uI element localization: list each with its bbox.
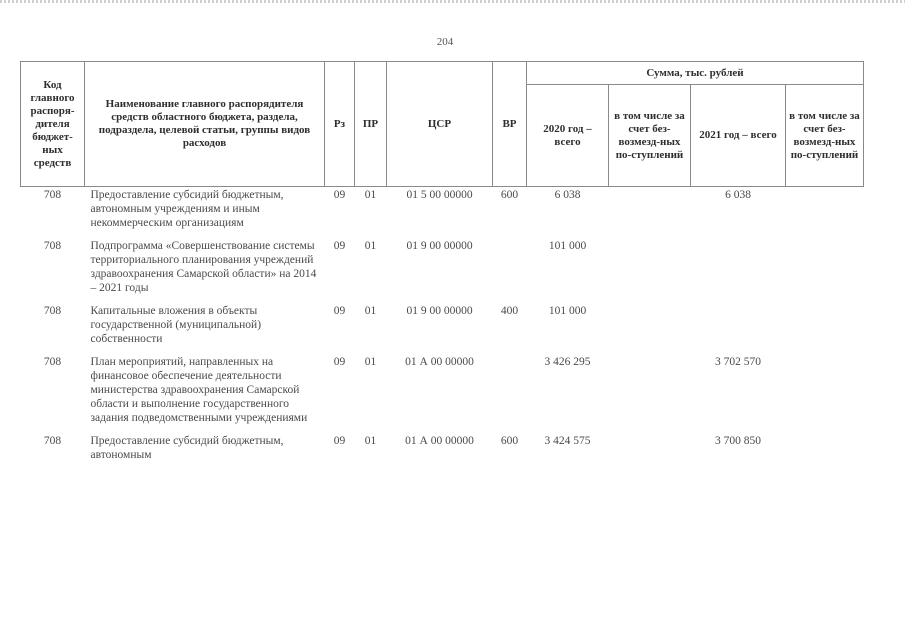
cell-2021-total: 6 038 xyxy=(725,189,751,201)
cell-csr: 01 А 00 00000 xyxy=(405,356,474,368)
header-code: Код главного распоря-дителя бюджет-ных средств xyxy=(21,62,85,187)
header-2020-total: 2020 год – всего xyxy=(527,85,609,187)
cell-csr: 01 9 00 00000 xyxy=(406,305,473,317)
cell-2021-free xyxy=(786,187,864,239)
cell-2020-total: 101 000 xyxy=(548,305,587,317)
cell-2020-free xyxy=(609,238,691,303)
table-row xyxy=(21,354,864,433)
header-2021-free: в том числе за счет без-возмезд-ных по-ступлений xyxy=(786,85,864,187)
header-vr: ВР xyxy=(493,62,527,187)
cell-csr: 01 9 00 00000 xyxy=(406,240,473,252)
cell-2020-free xyxy=(609,187,691,239)
header-name: Наименование главного распорядителя средств областного бюджета, раздела, подраздела, целевой статьи, группы видов расходов xyxy=(85,62,325,187)
cell-2020-total: 3 424 575 xyxy=(544,435,591,447)
header-2021-total: 2021 год – всего xyxy=(691,85,786,187)
cell-vr: 600 xyxy=(500,189,519,201)
cell-code: 708 xyxy=(43,435,62,447)
cell-2021-free xyxy=(786,303,864,354)
cell-csr: 01 5 00 00000 xyxy=(406,189,473,201)
cell-pr: 01 xyxy=(364,305,377,317)
cell-2020-free xyxy=(609,303,691,354)
scan-edge xyxy=(0,0,905,3)
cell-2020-total: 101 000 xyxy=(548,240,587,252)
cell-pr: 01 xyxy=(364,240,377,252)
cell-code: 708 xyxy=(43,356,62,368)
cell-rz: 09 xyxy=(333,240,346,252)
cell-2021-free xyxy=(786,354,864,433)
header-sum: Сумма, тыс. рублей xyxy=(527,62,864,85)
cell-rz: 09 xyxy=(333,305,346,317)
cell-vr: 600 xyxy=(500,435,519,447)
cell-2021-total: 3 702 570 xyxy=(715,356,761,368)
cell-name: Подпрограмма «Совершенствование системы территориального планирования учреждений здравоохранения Самарской области» на 2014 – 2021 годы xyxy=(90,240,317,294)
cell-name: Капитальные вложения в объекты государственной (муниципальной) собственности xyxy=(90,305,262,345)
cell-name: Предоставление субсидий бюджетным, автономным xyxy=(90,435,284,461)
cell-pr: 01 xyxy=(364,356,377,368)
cell-2020-free xyxy=(609,433,691,470)
table-row xyxy=(21,303,864,354)
cell-2020-total: 6 038 xyxy=(554,189,581,201)
cell-rz: 09 xyxy=(333,356,346,368)
header-2020-free: в том числе за счет без-возмезд-ных по-ступлений xyxy=(609,85,691,187)
cell-vr: 400 xyxy=(500,305,519,317)
table-row xyxy=(21,433,864,470)
cell-rz: 09 xyxy=(333,435,346,447)
cell-code: 708 xyxy=(43,189,62,201)
cell-rz: 09 xyxy=(333,189,346,201)
header-pr: ПР xyxy=(355,62,387,187)
cell-2021-free xyxy=(786,238,864,303)
page-number: 204 xyxy=(436,36,454,48)
table-row xyxy=(21,238,864,303)
cell-2021-total xyxy=(691,238,786,303)
cell-2020-free xyxy=(609,354,691,433)
budget-table xyxy=(20,61,864,470)
cell-code: 708 xyxy=(43,305,62,317)
header-csr: ЦСР xyxy=(387,62,493,187)
cell-csr: 01 А 00 00000 xyxy=(405,435,474,447)
cell-2021-total xyxy=(691,303,786,354)
table-row xyxy=(21,187,864,239)
cell-name: План мероприятий, направленных на финансовое обеспечение деятельности министерства здравоохранения Самарской области и выполнение государственного задания подведомственными учреждениями xyxy=(90,356,308,424)
cell-pr: 01 xyxy=(364,435,377,447)
cell-name: Предоставление субсидий бюджетным, автономным учреждениям и иным некоммерческим организациям xyxy=(90,189,284,229)
cell-pr: 01 xyxy=(364,189,377,201)
cell-2020-total: 3 426 295 xyxy=(544,356,591,368)
cell-2021-free xyxy=(786,433,864,470)
cell-vr xyxy=(493,354,527,433)
cell-2021-total: 3 700 850 xyxy=(715,435,761,447)
cell-code: 708 xyxy=(43,240,62,252)
header-rz: Рз xyxy=(325,62,355,187)
cell-vr xyxy=(493,238,527,303)
